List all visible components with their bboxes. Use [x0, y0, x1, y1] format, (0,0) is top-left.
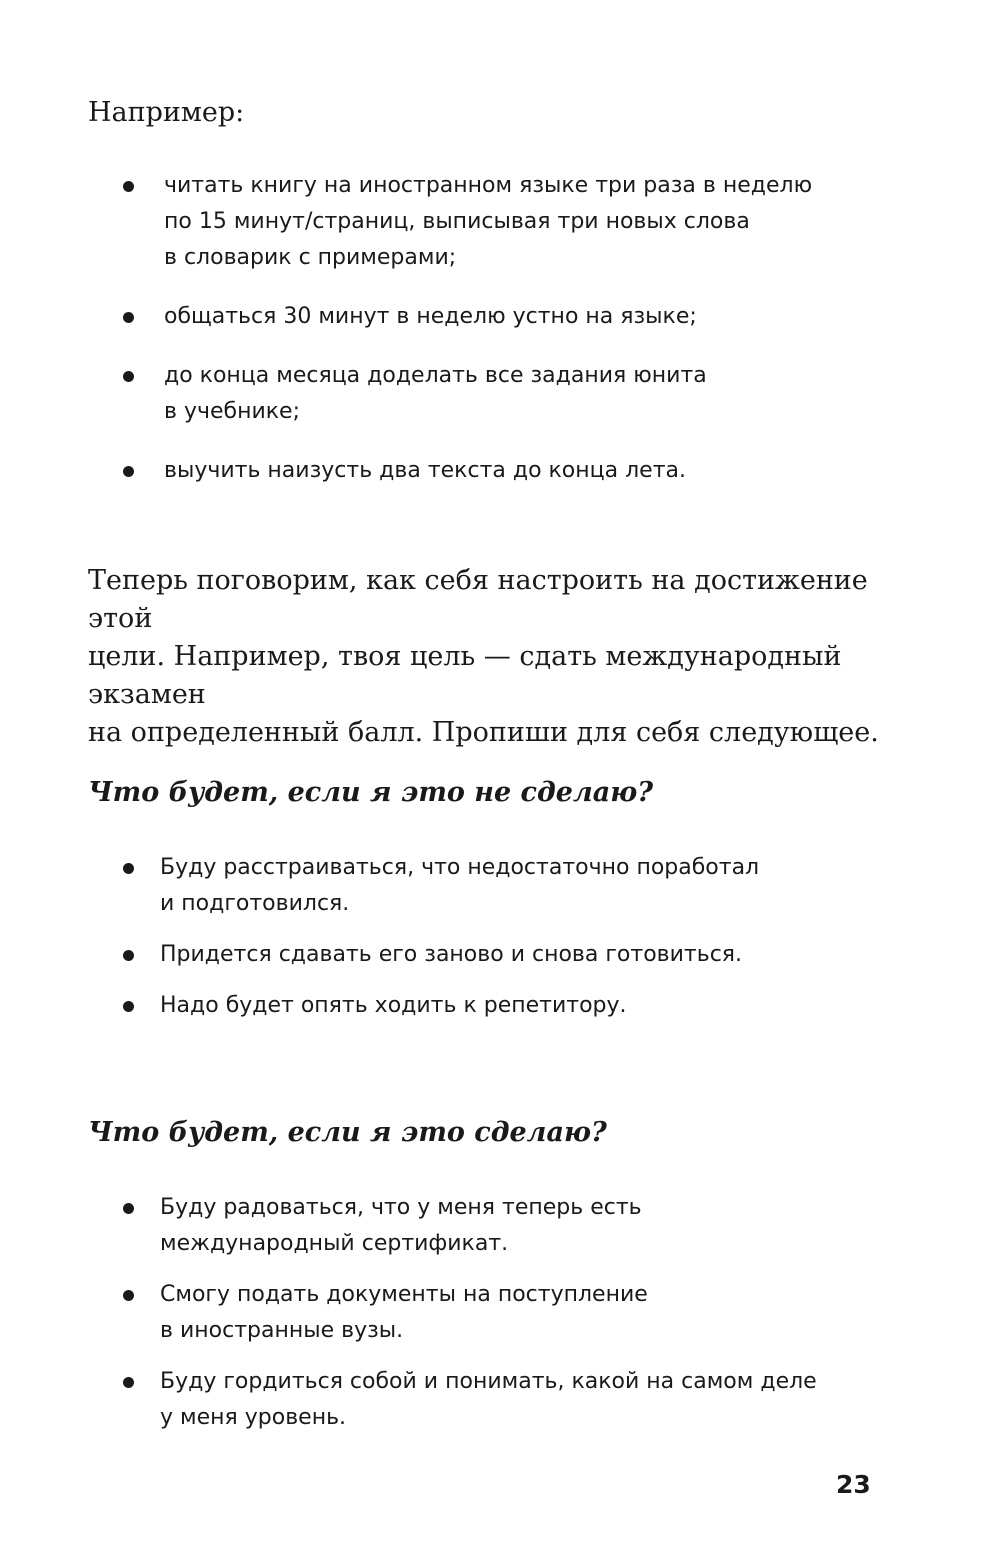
success-consequences-list	[120, 1190, 900, 1451]
list-item-line: и подготовился.	[160, 891, 350, 916]
section-heading-success: Что будет, если я это сделаю?	[88, 1117, 607, 1148]
bullet-icon	[123, 371, 134, 382]
bullet-icon	[123, 181, 134, 192]
fail-consequences-list	[120, 850, 900, 1039]
section-heading-fail: Что будет, если я это не сделаю?	[88, 777, 654, 808]
list-item-line: у меня уровень.	[160, 1405, 347, 1430]
list-item-line: выучить наизусть два текста до конца лета.	[164, 458, 686, 483]
list-item-line: в иностранные вузы.	[160, 1318, 404, 1343]
list-item	[120, 1364, 900, 1436]
list-item	[120, 299, 900, 335]
list-item-line: общаться 30 минут в неделю устно на языке;	[164, 304, 697, 329]
list-item	[120, 168, 900, 276]
list-item-line: до конца месяца доделать все задания юнита	[164, 363, 707, 388]
intro-label: Например:	[88, 97, 245, 128]
paragraph-line: на определенный балл. Пропиши для себя следующее.	[88, 717, 879, 748]
paragraph-line: Теперь поговорим, как себя настроить на достижение этой	[88, 565, 868, 634]
body-paragraph	[88, 562, 918, 752]
bullet-icon	[123, 1001, 134, 1012]
list-item-line: Придется сдавать его заново и снова готовиться.	[160, 942, 743, 967]
list-item	[120, 453, 900, 489]
example-list	[120, 168, 900, 512]
bullet-icon	[123, 1290, 134, 1301]
paragraph-line: цели. Например, твоя цель — сдать международный экзамен	[88, 641, 842, 710]
list-item-line: Надо будет опять ходить к репетитору.	[160, 993, 627, 1018]
list-item	[120, 358, 900, 430]
list-item	[120, 937, 900, 973]
bullet-icon	[123, 466, 134, 477]
bullet-icon	[123, 1203, 134, 1214]
list-item-line: читать книгу на иностранном языке три раза в неделю	[164, 173, 813, 198]
list-item-line: Буду расстраиваться, что недостаточно поработал	[160, 855, 760, 880]
list-item	[120, 1277, 900, 1349]
list-item-line: в словарик с примерами;	[164, 245, 457, 270]
bullet-icon	[123, 950, 134, 961]
list-item	[120, 988, 900, 1024]
list-item-line: Буду гордиться собой и понимать, какой на самом деле	[160, 1369, 817, 1394]
page-number: 23	[836, 1470, 871, 1499]
list-item-line: Смогу подать документы на поступление	[160, 1282, 648, 1307]
list-item-line: по 15 минут/страниц, выписывая три новых слова	[164, 209, 750, 234]
list-item-line: международный сертификат.	[160, 1231, 509, 1256]
list-item	[120, 1190, 900, 1262]
bullet-icon	[123, 863, 134, 874]
bullet-icon	[123, 1377, 134, 1388]
list-item-line: в учебнике;	[164, 399, 300, 424]
bullet-icon	[123, 312, 134, 323]
list-item-line: Буду радоваться, что у меня теперь есть	[160, 1195, 642, 1220]
list-item	[120, 850, 900, 922]
